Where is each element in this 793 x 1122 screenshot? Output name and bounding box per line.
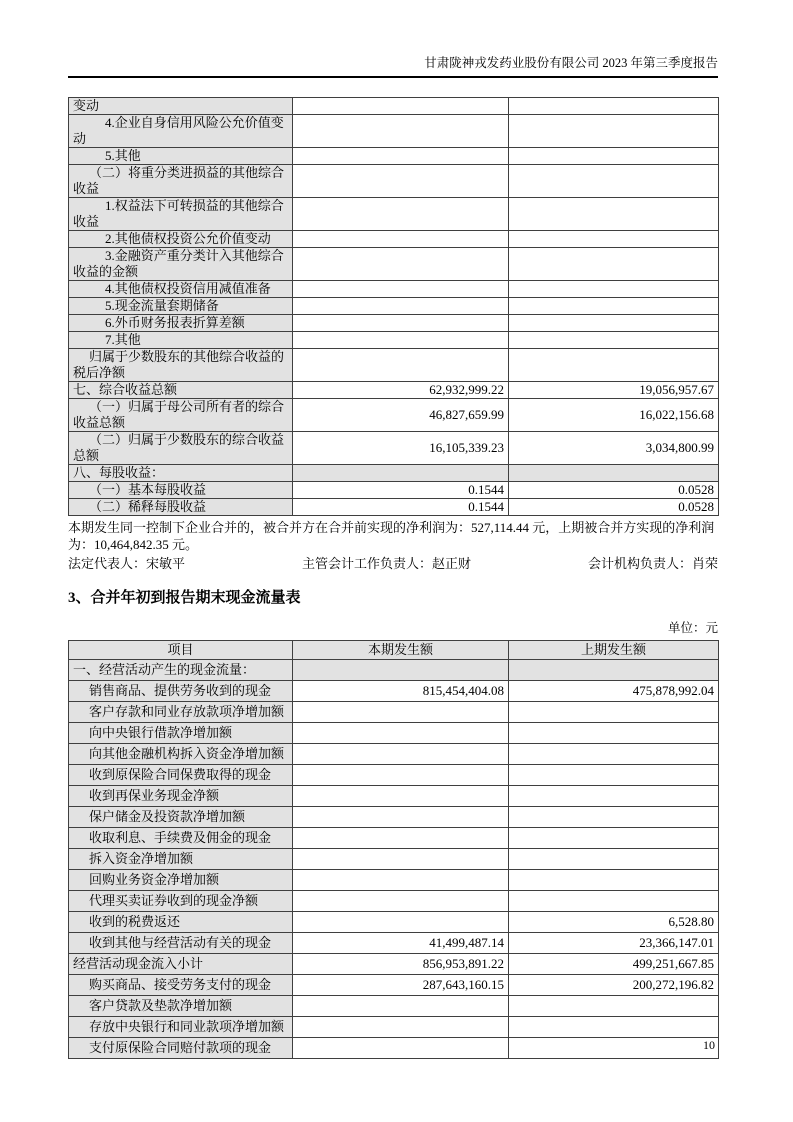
- table-row: [69, 382, 719, 399]
- current-period-value: 41,499,487.14: [293, 933, 509, 954]
- current-period-value: [293, 98, 509, 115]
- section-heading-cashflow-statement: 3、合并年初到报告期末现金流量表: [68, 590, 301, 606]
- current-period-value: [293, 765, 509, 786]
- cashflow-table: [68, 640, 719, 1059]
- current-period-value: [293, 912, 509, 933]
- current-period-value: [293, 315, 509, 332]
- row-label: 3.金融资产重分类计入其他综合收益的金额: [69, 248, 293, 281]
- header-divider: [68, 76, 718, 78]
- prior-period-value: 0.0528: [509, 482, 719, 499]
- page-number: 10: [703, 1038, 715, 1052]
- report-header-title: 甘肃陇神戎发药业股份有限公司 2023 年第三季度报告: [424, 56, 718, 70]
- row-label: 向中央银行借款净增加额: [69, 723, 293, 744]
- current-period-value: 0.1544: [293, 482, 509, 499]
- current-period-value: [293, 281, 509, 298]
- prior-period-value: 3,034,800.99: [509, 432, 719, 465]
- prior-period-value: [509, 315, 719, 332]
- table-row: [69, 975, 719, 996]
- current-period-value: [293, 996, 509, 1017]
- table-row: [69, 660, 719, 681]
- current-period-value: 0.1544: [293, 499, 509, 516]
- row-label: 4.企业自身信用风险公允价值变动: [69, 115, 293, 148]
- prior-period-value: [509, 165, 719, 198]
- table-row: [69, 870, 719, 891]
- row-label: 5.现金流量套期储备: [69, 298, 293, 315]
- row-label: （二）将重分类进损益的其他综合收益: [69, 165, 293, 198]
- row-label: 客户贷款及垫款净增加额: [69, 996, 293, 1017]
- row-label: 7.其他: [69, 332, 293, 349]
- table-row: [69, 432, 719, 465]
- row-label: （二）归属于少数股东的综合收益总额: [69, 432, 293, 465]
- prior-period-value: [509, 231, 719, 248]
- row-label: 一、经营活动产生的现金流量：: [69, 660, 293, 681]
- table-row: [69, 115, 719, 148]
- row-label: 销售商品、提供劳务收到的现金: [69, 681, 293, 702]
- current-period-value: 46,827,659.99: [293, 399, 509, 432]
- current-period-value: [293, 702, 509, 723]
- prior-period-value: [509, 744, 719, 765]
- table-row: [69, 954, 719, 975]
- current-period-value: [293, 231, 509, 248]
- row-label: 七、综合收益总额: [69, 382, 293, 399]
- table-row: [69, 786, 719, 807]
- current-period-value: 815,454,404.08: [293, 681, 509, 702]
- table-row: [69, 465, 719, 482]
- prior-period-value: [509, 281, 719, 298]
- prior-period-value: [509, 870, 719, 891]
- table-row: [69, 1017, 719, 1038]
- row-label: 5.其他: [69, 148, 293, 165]
- table-row: [69, 912, 719, 933]
- prior-period-value: [509, 1017, 719, 1038]
- row-label: 收到再保业务现金净额: [69, 786, 293, 807]
- current-period-value: 287,643,160.15: [293, 975, 509, 996]
- row-label: 代理买卖证券收到的现金净额: [69, 891, 293, 912]
- table-row: [69, 165, 719, 198]
- current-period-value: [293, 786, 509, 807]
- table-row: [69, 198, 719, 231]
- table-row: [69, 482, 719, 499]
- comprehensive-income-table: [68, 97, 719, 516]
- table-row: [69, 281, 719, 298]
- prior-period-value: [509, 723, 719, 744]
- row-label: 八、每股收益：: [69, 465, 293, 482]
- table-row: [69, 807, 719, 828]
- table-row: [69, 702, 719, 723]
- table-row: [69, 298, 719, 315]
- currency-unit-label: 单位：元: [667, 621, 718, 635]
- prior-period-value: [509, 298, 719, 315]
- table-row: [69, 98, 719, 115]
- current-period-value: [293, 660, 509, 681]
- current-period-value: [293, 849, 509, 870]
- row-label: 保户储金及投资款净增加额: [69, 807, 293, 828]
- row-label: 收到的税费返还: [69, 912, 293, 933]
- current-period-value: [293, 165, 509, 198]
- current-period-value: [293, 870, 509, 891]
- prior-period-value: 6,528.80: [509, 912, 719, 933]
- prior-period-value: [509, 786, 719, 807]
- prior-period-value: [509, 332, 719, 349]
- current-period-value: [293, 198, 509, 231]
- row-label: 经营活动现金流入小计: [69, 954, 293, 975]
- prior-period-value: [509, 465, 719, 482]
- current-period-value: [293, 891, 509, 912]
- row-label: （一）归属于母公司所有者的综合收益总额: [69, 399, 293, 432]
- prior-period-value: 200,272,196.82: [509, 975, 719, 996]
- current-period-value: 16,105,339.23: [293, 432, 509, 465]
- prior-period-value: [509, 996, 719, 1017]
- row-label: 购买商品、接受劳务支付的现金: [69, 975, 293, 996]
- row-label: 1.权益法下可转损益的其他综合收益: [69, 198, 293, 231]
- row-label: 回购业务资金净增加额: [69, 870, 293, 891]
- row-label: （二）稀释每股收益: [69, 499, 293, 516]
- prior-period-value: 499,251,667.85: [509, 954, 719, 975]
- current-period-value: [293, 723, 509, 744]
- prior-period-value: 23,366,147.01: [509, 933, 719, 954]
- page-content: [68, 0, 718, 1059]
- column-header: 本期发生额: [293, 641, 509, 660]
- table-row: [69, 933, 719, 954]
- table-row: [69, 332, 719, 349]
- table-row: [69, 828, 719, 849]
- signatories-row: [68, 555, 718, 572]
- row-label: 变动: [69, 98, 293, 115]
- table-row: [69, 891, 719, 912]
- prior-period-value: [509, 765, 719, 786]
- legal-representative: 法定代表人：宋敏平: [68, 556, 186, 571]
- row-label: 存放中央银行和同业款项净增加额: [69, 1017, 293, 1038]
- prior-period-value: [509, 1038, 719, 1059]
- chief-accounting-officer: 主管会计工作负责人：赵正财: [301, 556, 471, 571]
- table-row: [69, 148, 719, 165]
- table-row: [69, 996, 719, 1017]
- current-period-value: [293, 248, 509, 281]
- row-label: 2.其他债权投资公允价值变动: [69, 231, 293, 248]
- row-label: （一）基本每股收益: [69, 482, 293, 499]
- prior-period-value: [509, 98, 719, 115]
- table-row: [69, 315, 719, 332]
- table-row: [69, 1038, 719, 1059]
- prior-period-value: [509, 148, 719, 165]
- table-row: [69, 681, 719, 702]
- current-period-value: 62,932,999.22: [293, 382, 509, 399]
- current-period-value: [293, 828, 509, 849]
- prior-period-value: [509, 702, 719, 723]
- prior-period-value: [509, 198, 719, 231]
- prior-period-value: [509, 891, 719, 912]
- current-period-value: 856,953,891.22: [293, 954, 509, 975]
- table-row: [69, 399, 719, 432]
- current-period-value: [293, 115, 509, 148]
- table-row: [69, 499, 719, 516]
- table-row: [69, 744, 719, 765]
- table-row: [69, 231, 719, 248]
- prior-period-value: [509, 115, 719, 148]
- table-header-row: [69, 641, 719, 660]
- row-label: 6.外币财务报表折算差额: [69, 315, 293, 332]
- row-label: 4.其他债权投资信用减值准备: [69, 281, 293, 298]
- row-label: 拆入资金净增加额: [69, 849, 293, 870]
- row-label: 收取利息、手续费及佣金的现金: [69, 828, 293, 849]
- current-period-value: [293, 1038, 509, 1059]
- table-row: [69, 849, 719, 870]
- row-label: 收到其他与经营活动有关的现金: [69, 933, 293, 954]
- current-period-value: [293, 1017, 509, 1038]
- prior-period-value: [509, 828, 719, 849]
- accounting-department-head: 会计机构负责人：肖荣: [587, 556, 718, 571]
- prior-period-value: [509, 660, 719, 681]
- current-period-value: [293, 744, 509, 765]
- prior-period-value: [509, 248, 719, 281]
- table-row: [69, 765, 719, 786]
- row-label: 向其他金融机构拆入资金净增加额: [69, 744, 293, 765]
- table-row: [69, 723, 719, 744]
- prior-period-value: 475,878,992.04: [509, 681, 719, 702]
- current-period-value: [293, 298, 509, 315]
- table-row: [69, 349, 719, 382]
- merger-note: 本期发生同一控制下企业合并的，被合并方在合并前实现的净利润为：527,114.44 元，上期被合并方实现的净利润为：10,464,842.35 元。: [68, 520, 715, 552]
- current-period-value: [293, 148, 509, 165]
- row-label: 支付原保险合同赔付款项的现金: [69, 1038, 293, 1059]
- row-label: 客户存款和同业存放款项净增加额: [69, 702, 293, 723]
- current-period-value: [293, 349, 509, 382]
- table-row: [69, 248, 719, 281]
- prior-period-value: 0.0528: [509, 499, 719, 516]
- current-period-value: [293, 465, 509, 482]
- current-period-value: [293, 807, 509, 828]
- prior-period-value: 19,056,957.67: [509, 382, 719, 399]
- current-period-value: [293, 332, 509, 349]
- prior-period-value: 16,022,156.68: [509, 399, 719, 432]
- column-header: 项目: [69, 641, 293, 660]
- row-label: 归属于少数股东的其他综合收益的税后净额: [69, 349, 293, 382]
- column-header: 上期发生额: [509, 641, 719, 660]
- prior-period-value: [509, 849, 719, 870]
- row-label: 收到原保险合同保费取得的现金: [69, 765, 293, 786]
- prior-period-value: [509, 807, 719, 828]
- prior-period-value: [509, 349, 719, 382]
